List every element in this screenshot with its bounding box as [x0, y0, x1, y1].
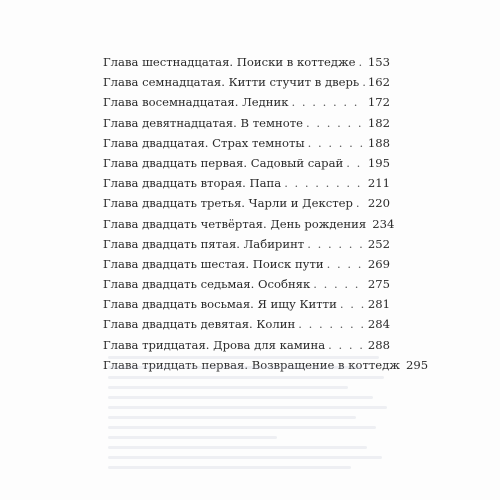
page-number: 182: [367, 115, 390, 130]
page-number: 220: [367, 196, 390, 211]
chapter-title: Глава тридцать первая. Возвращение в коттедж: [103, 357, 400, 372]
page-number: 234: [372, 216, 395, 231]
page-number: 153: [367, 55, 390, 69]
dot-leader: [298, 314, 365, 334]
page-number: 252: [367, 236, 390, 251]
chapter-title: Глава двадцать пятая. Лабиринт: [103, 236, 305, 251]
page-number: 275: [367, 277, 390, 292]
toc-entry: [103, 234, 390, 254]
toc-entry: [103, 52, 390, 72]
toc-entry: [103, 173, 390, 193]
page-number: 172: [367, 95, 390, 110]
chapter-title: Глава двадцать седьмая. Особняк: [103, 277, 311, 292]
toc-entry: [103, 133, 390, 153]
toc-entry: [103, 113, 390, 133]
toc-entry: [103, 214, 395, 234]
chapter-title: Глава тридцатая. Дрова для камина: [103, 337, 326, 352]
toc-entry: [103, 254, 390, 274]
toc-entry: [103, 274, 390, 294]
toc-entry: [103, 193, 390, 213]
dot-leader: [362, 72, 365, 92]
dot-leader: [359, 52, 365, 72]
chapter-title: Глава семнадцатая. Китти стучит в дверь: [103, 75, 360, 90]
page-number: 195: [367, 155, 390, 170]
toc-entry: [103, 72, 390, 92]
dot-leader: [327, 254, 365, 274]
chapter-title: Глава восемнадцатая. Ледник: [103, 95, 289, 110]
chapter-title: Глава шестнадцатая. Поиски в коттедже: [103, 55, 356, 69]
chapter-title: Глава двадцать четвёртая. День рождения: [103, 216, 367, 231]
table-of-contents: [103, 52, 429, 375]
page-number: 281: [367, 297, 390, 312]
dot-leader: [346, 153, 365, 173]
dot-leader: [356, 193, 365, 213]
chapter-title: Глава двадцать вторая. Папа: [103, 176, 282, 191]
page-number: 269: [367, 256, 390, 271]
dot-leader: [292, 92, 365, 112]
chapter-title: Глава двадцать восьмая. Я ищу Китти: [103, 297, 337, 312]
toc-entry: [103, 314, 390, 334]
page-number: 162: [367, 75, 390, 90]
page-number: 284: [367, 317, 390, 332]
page-number: 211: [367, 176, 390, 191]
chapter-title: Глава двадцать шестая. Поиск пути: [103, 256, 324, 271]
page-number: 188: [367, 135, 390, 150]
page-number: 288: [367, 337, 390, 352]
toc-entry: [103, 355, 429, 375]
toc-entry: [103, 92, 390, 112]
toc-entry: [103, 294, 390, 314]
dot-leader: [306, 113, 365, 133]
dot-leader: [328, 335, 365, 355]
dot-leader: [307, 234, 365, 254]
chapter-title: Глава девятнадцатая. В темноте: [103, 115, 303, 130]
dot-leader: [284, 173, 365, 193]
dot-leader: [340, 294, 365, 314]
chapter-title: Глава двадцать девятая. Колин: [103, 317, 296, 332]
dot-leader: [313, 274, 365, 294]
chapter-title: Глава двадцать третья. Чарли и Декстер: [103, 196, 353, 211]
page-number: 295: [405, 357, 429, 372]
dot-leader: [308, 133, 365, 153]
chapter-title: Глава двадцатая. Страх темноты: [103, 135, 305, 150]
chapter-title: Глава двадцать первая. Садовый сарай: [103, 155, 344, 170]
toc-entry: [103, 335, 390, 355]
toc-entry: [103, 153, 390, 173]
